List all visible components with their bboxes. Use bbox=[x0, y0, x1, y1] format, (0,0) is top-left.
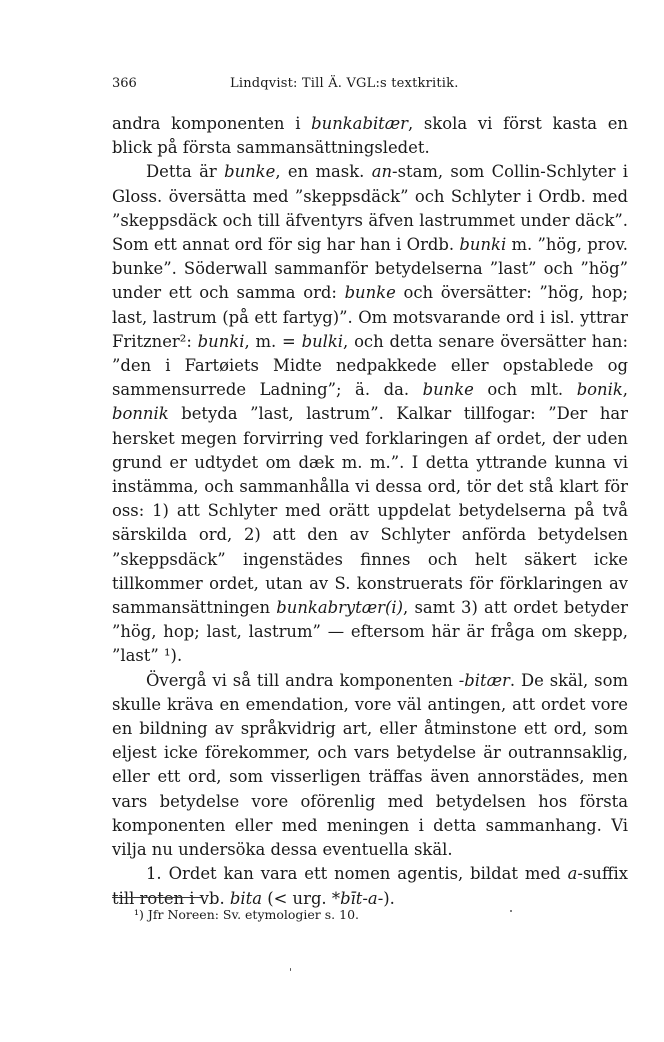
paragraph-4: 1. Ordet kan vara ett nomen agentis, bildat med a-suffix till roten i vb. bita (< urg. *bīt-a-). bbox=[112, 864, 628, 908]
main-text bbox=[112, 112, 628, 911]
paper-speck bbox=[510, 910, 512, 912]
footnote-text: Jfr Noreen: Sv. etymologier s. 10. bbox=[147, 907, 359, 922]
paragraph-1: andra komponenten i bunkabitær, skola vi först kasta en blick på första sammansättningsledet. bbox=[112, 114, 628, 158]
paragraph-3: Övergå vi så till andra komponenten -bitær. De skäl, som skulle kräva en emendation, vore väl antingen, att ordet vore en bildning av språkvidrig art, eller åtminstone ett ord, som eljest icke förekommer, och vars betydelse är outrannsaklig, eller ett ord, som visserligen träffas även annorstädes, men vars betydelse vore oförenlig med betydelsen hos första komponenten eller med meningen i detta sammanhang. Vi vilja nu undersöka dessa eventuella skäl. bbox=[112, 670, 628, 860]
running-header bbox=[112, 76, 632, 98]
paragraph-2: Detta är bunke, en mask. an-stam, som Collin-Schlyter i Gloss. översätta med ”skeppsdäck” och Schlyter i Ordb. med ”skeppsdäck och till äfventyrs äfven lastrummet under däck”. Som ett annat ord för sig har han i Ordb. bunki m. ”hög, prov. bunke”. Söderwall sammanför betydelserna ”last” och ”hög” under ett och samma ord: bunke och översätter: ”hög, hop; last, lastrum (på ett fartyg)”. Om motsvarande ord i isl. yttrar Fritzner²: bunki, m. = bulki, och detta senare översätter han: ”den i Fartøiets Midte nedpakkede eller opstablede og sammensurrede Ladning”; ä. da. bunke och mlt. bonik, bonnik betyda ”last, lastrum”. Kalkar tillfogar: ”Der har hersket megen forvirring ved forklaringen af ordet, der uden grund er udtydet om dæk m. m.”. I detta yttrande kunna vi instämma, och sammanhålla vi dessa ord, tör det stå klart för oss: 1) att Schlyter med orätt uppdelat betydelserna på två särskilda ord, 2) att den av Schlyter anförda betydelsen ”skeppsdäck” ingenstädes finnes och helt säkert icke tillkommer ordet, utan av S. konstruerats för förklaringen av sammansättningen bunkabrytær(i), samt 3) att ordet betyder ”hög, hop; last, lastrum” — eftersom här är fråga om skepp, ”last” ¹). bbox=[112, 162, 628, 666]
footnote-marker: ¹) bbox=[134, 907, 144, 922]
footnote bbox=[134, 906, 614, 924]
paper-speck bbox=[290, 968, 291, 971]
page-number: 366 bbox=[112, 76, 137, 91]
running-head: Lindqvist: Till Ä. VGL:s textkritik. bbox=[230, 76, 459, 91]
footnote-rule bbox=[112, 897, 202, 898]
